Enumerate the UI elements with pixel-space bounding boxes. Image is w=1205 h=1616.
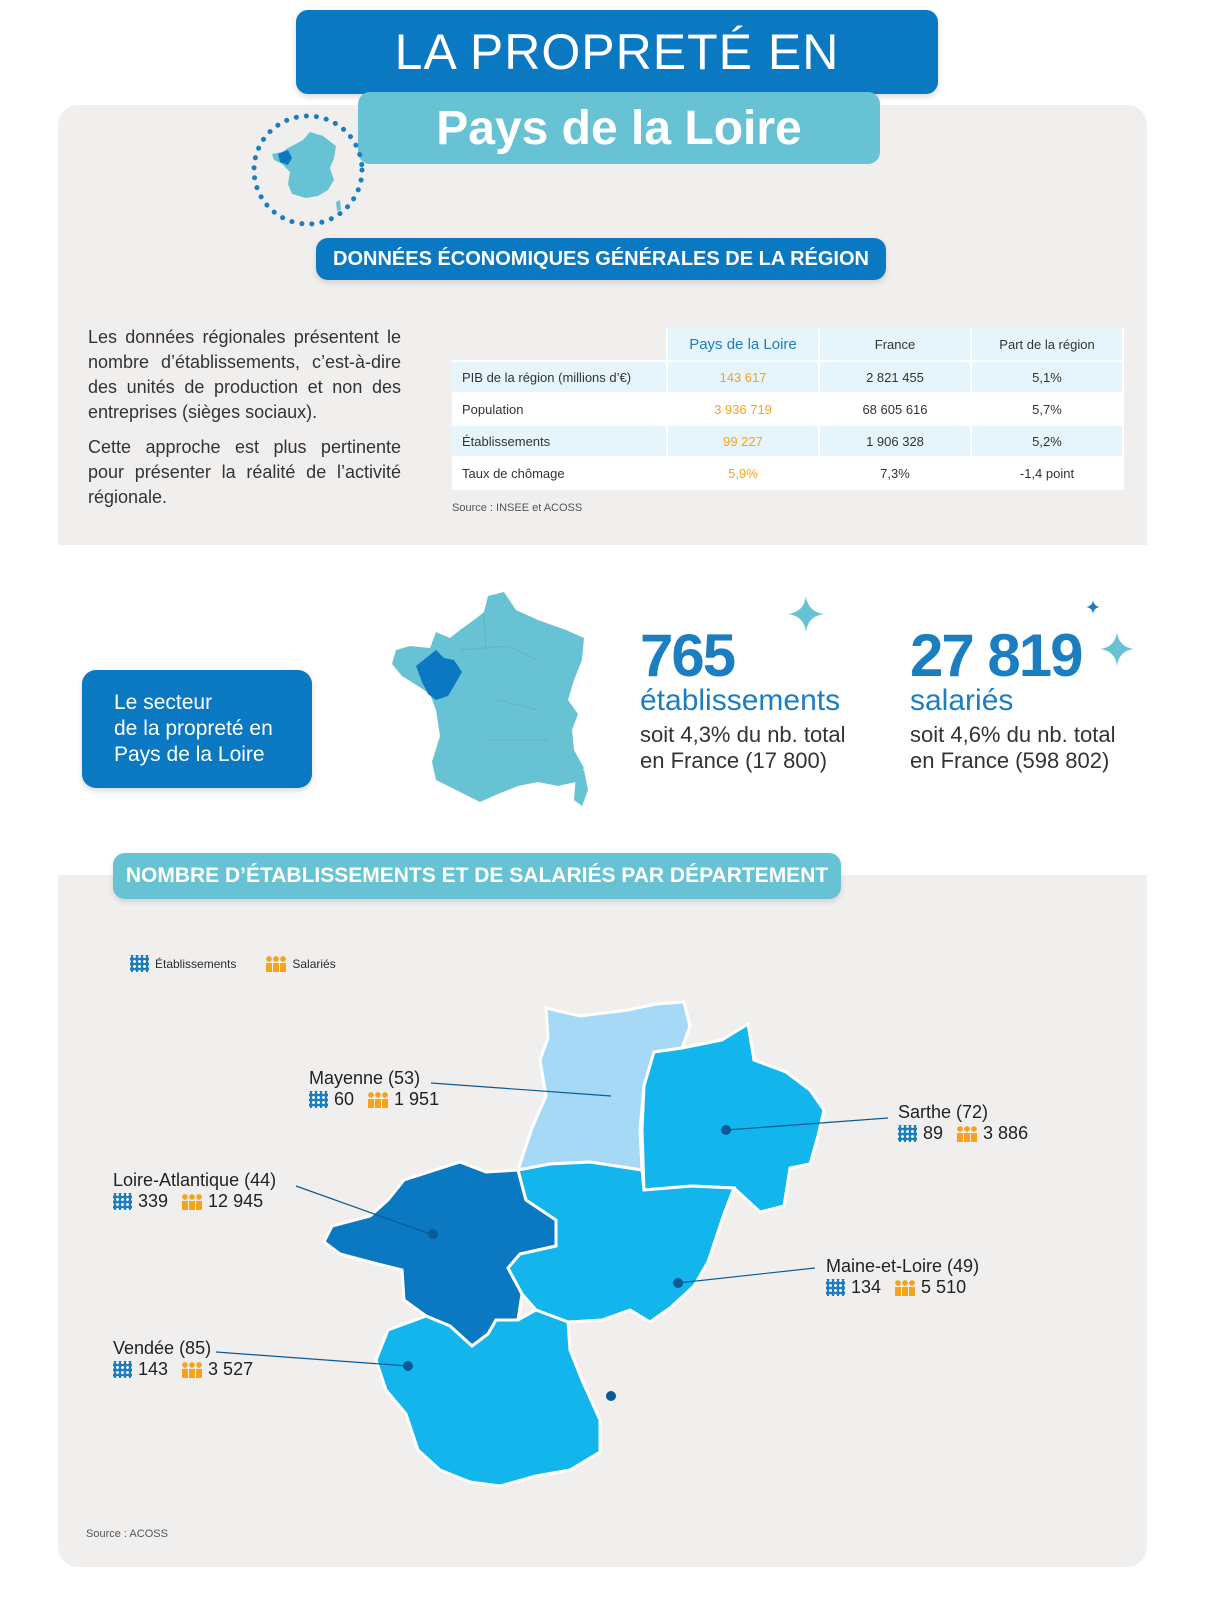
sal-sub-2: en France (598 802) [910, 748, 1110, 773]
people-icon [368, 1092, 388, 1108]
building-icon [113, 1361, 132, 1378]
row-france: 1 906 328 [820, 426, 972, 458]
dept-mayenne [309, 1068, 439, 1110]
building-icon [826, 1279, 845, 1296]
row-region: 3 936 719 [668, 394, 820, 426]
eco-section-title: DONNÉES ÉCONOMIQUES GÉNÉRALES DE LA RÉGION [316, 238, 886, 280]
dept-vendee [113, 1338, 253, 1380]
sector-label-line-2: de la propreté en [114, 717, 273, 740]
eco-source: Source : INSEE et ACOSS [452, 502, 583, 514]
page-subtitle: Pays de la Loire [358, 92, 880, 164]
etab-sub-2: en France (17 800) [640, 748, 828, 773]
dept-maine-et-loire [826, 1256, 979, 1298]
legend-sal-label: Salariés [292, 956, 336, 971]
people-icon [182, 1362, 202, 1378]
dept-name: Maine-et-Loire (49) [826, 1256, 980, 1276]
building-icon [113, 1193, 132, 1210]
row-region: 5,9% [668, 458, 820, 490]
dept-etab: 89 [923, 1123, 944, 1143]
building-icon [898, 1125, 917, 1142]
table-header-part: Part de la région [972, 328, 1124, 362]
row-label: Établissements [452, 426, 668, 458]
row-part: 5,7% [972, 394, 1124, 426]
people-icon [895, 1280, 915, 1296]
dept-source: Source : ACOSS [86, 1528, 168, 1540]
row-part: -1,4 point [972, 458, 1124, 490]
etab-number: 765 [640, 622, 735, 689]
etab-sub-1: soit 4,3% du nb. total [640, 722, 846, 747]
dept-etab: 339 [138, 1191, 169, 1211]
dept-name: Vendée (85) [113, 1338, 212, 1358]
people-icon [182, 1194, 202, 1210]
dept-values [113, 1359, 253, 1380]
table-header-region: Pays de la Loire [668, 328, 820, 362]
dept-sal: 5 510 [921, 1277, 967, 1297]
building-icon [309, 1091, 328, 1108]
sal-sub-1: soit 4,6% du nb. total [910, 722, 1116, 747]
row-france: 2 821 455 [820, 362, 972, 394]
row-label: Taux de chômage [452, 458, 668, 490]
row-region: 143 617 [668, 362, 820, 394]
dept-sal: 1 951 [394, 1089, 440, 1109]
dept-name: Sarthe (72) [898, 1102, 989, 1122]
dept-values [898, 1123, 1028, 1144]
sector-label-line-3: Pays de la Loire [114, 743, 265, 766]
row-label: PIB de la région (millions d’€) [452, 362, 668, 394]
dept-sal: 3 527 [208, 1359, 254, 1379]
dept-values [113, 1191, 276, 1212]
intro-paragraph-2: Cette approche est plus pertinente pour présenter la réalité de l’activité régionale. [88, 437, 401, 507]
dept-loire-atlantique [113, 1170, 276, 1212]
row-label: Population [452, 394, 668, 426]
row-region: 99 227 [668, 426, 820, 458]
dept-name: Mayenne (53) [309, 1068, 421, 1088]
dept-section-title: NOMBRE D’ÉTABLISSEMENTS ET DE SALARIÉS PAR DÉPARTEMENT [113, 853, 841, 899]
page-title: LA PROPRETÉ EN [296, 10, 938, 94]
dept-name: Loire-Atlantique (44) [113, 1170, 277, 1190]
sector-label-line-1: Le secteur [114, 691, 213, 714]
people-icon [957, 1126, 977, 1142]
etab-word: établissements [640, 684, 841, 717]
dept-values [309, 1089, 439, 1110]
dept-sal: 3 886 [983, 1123, 1029, 1143]
dept-etab: 134 [851, 1277, 882, 1297]
row-part: 5,1% [972, 362, 1124, 394]
dept-sarthe [898, 1102, 1028, 1144]
legend-etab-label: Établissements [155, 956, 237, 971]
dept-values [826, 1277, 979, 1298]
row-france: 68 605 616 [820, 394, 972, 426]
sal-word: salariés [910, 684, 1014, 717]
row-france: 7,3% [820, 458, 972, 490]
intro-paragraph-1: Les données régionales présentent le nombre d’établissements, c’est-à-dire des unités de production et non des entreprises (sièges sociaux). [88, 327, 401, 422]
dept-sal: 12 945 [208, 1191, 264, 1211]
dept-etab: 60 [334, 1089, 355, 1109]
table-header-france: France [820, 328, 972, 362]
row-part: 5,2% [972, 426, 1124, 458]
dept-etab: 143 [138, 1359, 169, 1379]
sal-number: 27 819 [910, 622, 1082, 689]
